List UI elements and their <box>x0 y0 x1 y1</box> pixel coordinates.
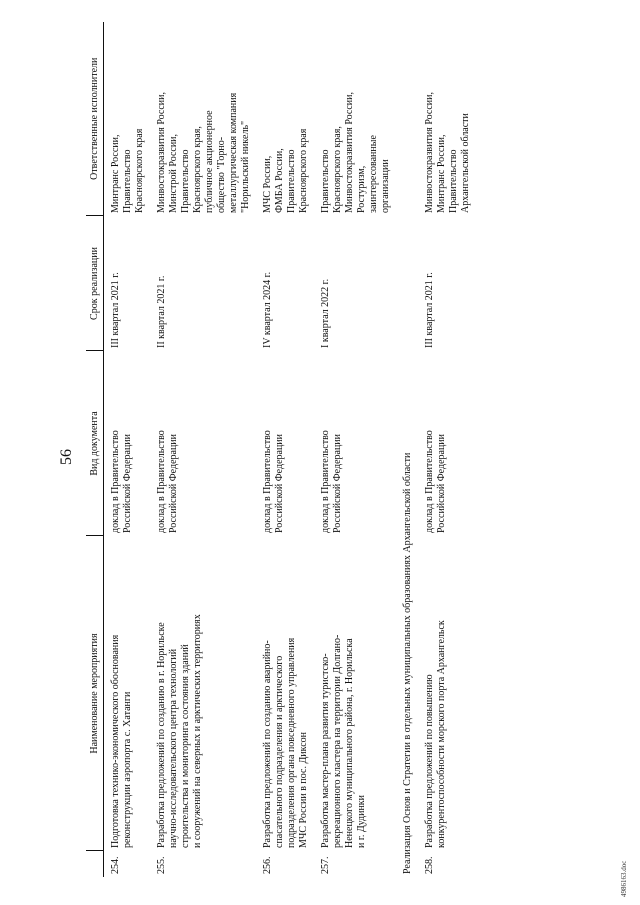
term: I квартал 2022 г. <box>320 278 331 348</box>
measure-name: Разработка предложений по повышению конкурентоспособности морского порта Архангельск <box>424 620 447 848</box>
header-executors: Ответственные исполнители <box>86 22 104 216</box>
file-name-footer: 4986163.doc <box>620 860 628 897</box>
term: II квартал 2021 г. <box>156 275 167 348</box>
executors: Минвостокразвития России, Минтранс России, Правительство Архангельской области <box>424 92 471 213</box>
row-number: 257. <box>320 856 331 874</box>
document-type: доклад в Правительство Российской Федерации <box>320 430 343 533</box>
document-type: доклад в Правительство Российской Федерации <box>424 430 447 533</box>
document-type: доклад в Правительство Российской Федерации <box>156 430 179 533</box>
document-type: доклад в Правительство Российской Федерации <box>262 430 285 533</box>
row-number: 256. <box>262 856 273 874</box>
header-term: Срок реализации <box>86 216 104 351</box>
header-doc-type: Вид документа <box>86 351 104 536</box>
page-number: 56 <box>58 449 75 465</box>
measure-name: Разработка мастер-плана развития туристско- рекреационного кластера на территории Долгано- Ненецкого муниципального района, г. Норильска и г. Дудинки <box>320 634 367 848</box>
executors: МЧС России, ФМБА России, Правительство Красноярского края <box>262 128 309 213</box>
row-number: 258. <box>424 856 435 874</box>
executors: Минвостокразвития России, Минстрой России, Правительство Красноярского края, публичное акционерное общество "Горно- металлургическая компания "Норильский никель" <box>156 92 251 213</box>
row-number: 254. <box>110 856 121 874</box>
header-name: Наименование мероприятия <box>86 536 104 851</box>
table-row <box>150 22 256 877</box>
table-row <box>418 22 476 877</box>
measures-table <box>86 22 476 877</box>
section-heading-row <box>396 22 418 877</box>
executors: Минтранс России, Правительство Красноярского края <box>110 128 145 213</box>
measure-name: Разработка предложений по созданию в г. Норильске научно-исследовательского центра технологий строительства и мониторинга состояния зданий и сооружений на северных и арктических территориях <box>156 614 203 848</box>
table-row <box>314 22 396 877</box>
term: III квартал 2021 г. <box>424 272 435 348</box>
table-header-row <box>86 22 104 877</box>
document-type: доклад в Правительство Российской Федерации <box>110 430 133 533</box>
row-number: 255. <box>156 856 167 874</box>
term: IV квартал 2024 г. <box>262 271 273 348</box>
measure-name: Подготовка технико-экономического обоснования реконструкции аэропорта с. Хатанги <box>110 634 133 848</box>
header-num <box>86 851 104 877</box>
term: III квартал 2021 г. <box>110 272 121 348</box>
section-title: Реализация Основ и Стратегии в отдельных муниципальных образованиях Архангельской области <box>402 452 413 874</box>
table-row <box>104 22 151 877</box>
table-row <box>256 22 314 877</box>
measure-name: Разработка предложений по созданию аварийно- спасательного подразделения и арктического подразделения органа повседневного управления МЧС России в пос. Диксон <box>262 637 309 848</box>
executors: Правительство Красноярского края, Минвостокразвития России, Ростуризм, заинтересованные организации <box>320 92 391 213</box>
